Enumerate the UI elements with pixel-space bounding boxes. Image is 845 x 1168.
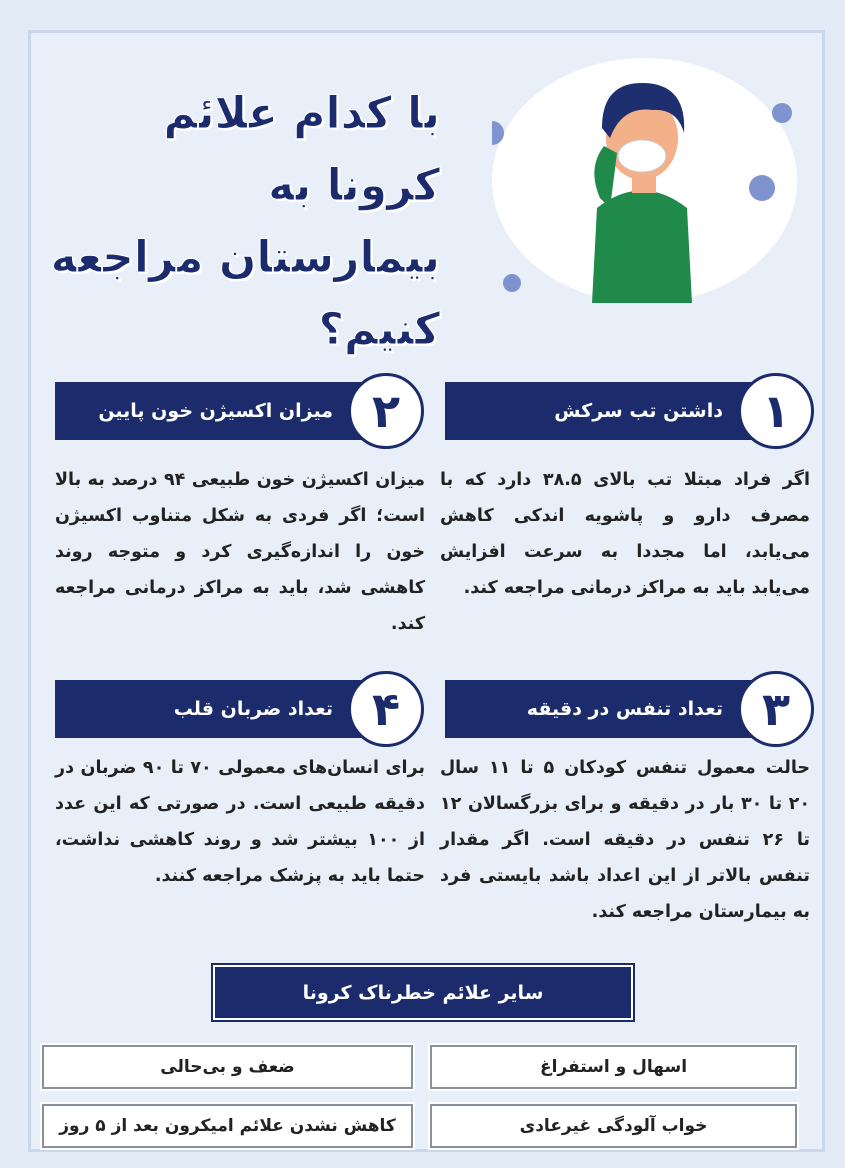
sick-person-illustration <box>492 58 797 303</box>
card-3-text: حالت معمول تنفس کودکان ۵ تا ۱۱ سال ۲۰ تا ۳۰ بار در دقیقه و برای بزرگسالان ۱۲ تا ۲۶ تنفس در دقیقه است. اگر مقدار تنفس بالاتر از این اعداد باشد بایستی فرد به بیمارستان مراجعه کند. <box>440 758 811 922</box>
other-symptoms-heading: سایر علائم خطرناک کرونا <box>213 965 633 1020</box>
page-title: با کدام علائم کرونا به بیمارستان مراجعه کنیم؟ <box>50 88 440 355</box>
symptom-item: کاهش نشدن علائم امیکرون بعد از ۵ روز <box>42 1104 413 1148</box>
card-1-number: ۱ <box>738 373 814 449</box>
card-2-text: میزان اکسیژن خون طبیعی ۹۴ درصد به بالا است؛ اگر فردی به شکل متناوب اکسیژن خون را اندازه‌گیری کرد و متوجه روند کاهشی شد، باید به مراکز درمانی مراجعه کند. <box>55 470 425 634</box>
card-1-header <box>445 382 775 440</box>
card-2-heading: میزان اکسیژن خون پایین <box>98 400 333 422</box>
card-3-number: ۳ <box>738 671 814 747</box>
card-2-header <box>55 382 385 440</box>
symptom-item: اسهال و استفراغ <box>430 1045 797 1089</box>
card-2-number: ۲ <box>348 373 424 449</box>
card-3-header <box>445 680 775 738</box>
card-4-number: ۴ <box>348 671 424 747</box>
card-1-heading: داشتن تب سرکش <box>554 400 723 422</box>
card-1-text: اگر فراد مبتلا تب بالای ۳۸.۵ دارد که با مصرف دارو و پاشویه اندکی کاهش می‌یابد، اما مجددا به سرعت افزایش می‌یابد باید به مراکز درمانی مراجعه کند. <box>440 470 810 598</box>
symptom-item: خواب آلودگی غیرعادی <box>430 1104 797 1148</box>
card-3-heading: تعداد تنفس در دقیقه <box>526 698 723 720</box>
card-4-header <box>55 680 385 738</box>
card-4-heading: تعداد ضربان قلب <box>173 698 333 720</box>
symptom-item: ضعف و بی‌حالی <box>42 1045 413 1089</box>
card-4-text: برای انسان‌های معمولی ۷۰ تا ۹۰ ضربان در دقیقه طبیعی است. در صورتی که این عدد از ۱۰۰ بیشتر شد و روند کاهشی نداشت، حتما باید به پزشک مراجعه کنند. <box>55 758 426 886</box>
